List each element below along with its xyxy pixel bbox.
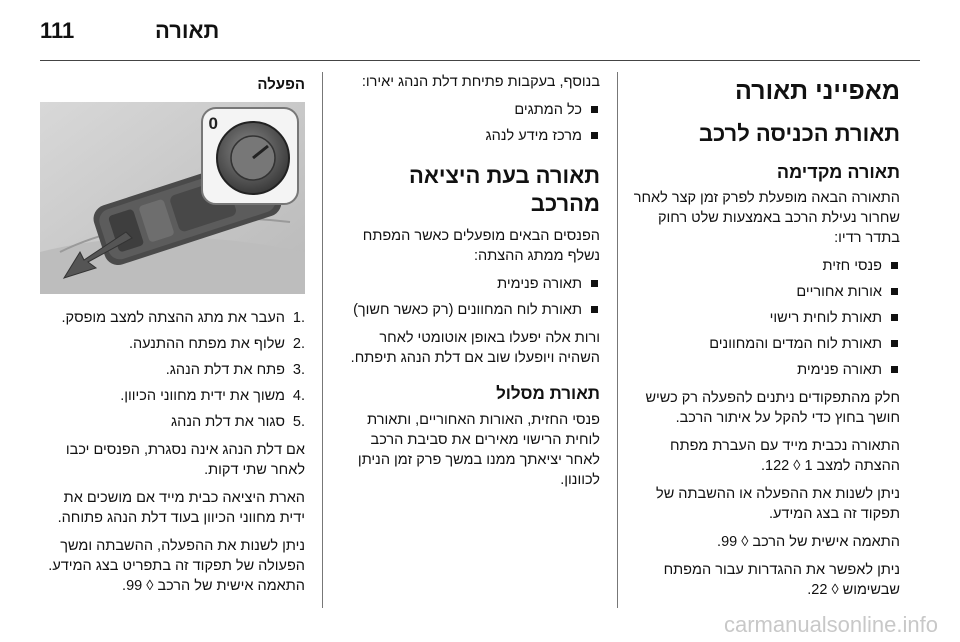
list-item: .1 העבר את מתג ההצתה למצב מופסק. [61, 310, 305, 326]
list-item: תאורת לוח המחוונים (רק כאשר חשוך) [335, 300, 600, 320]
list-item: פנסי חזית [630, 256, 900, 276]
section-title-entry-lighting: תאורת הכניסה לרכב [698, 121, 900, 146]
list-item: .3 פתח את דלת הנהג. [165, 362, 305, 378]
list-item: מרכז מידע לנהג [335, 126, 600, 146]
middle-column [335, 72, 600, 498]
paragraph: פנסי החזית, האורות האחוריים, ותאורת לוחית הרישוי מאירים את סביבת הרכב לאחר יציאתך ממנו במשך פרק זמן הניתן לכוונון. [357, 412, 600, 488]
bullet-icon [891, 288, 898, 295]
watermark: carmanualsonline.info [723, 612, 938, 637]
cross-reference: התאמה אישית של הרכב ◊ 99. [717, 534, 900, 550]
left-column [40, 72, 305, 604]
paragraph: הארת היציאה כבית מייד אם מושכים את ידית מחווני הכיוון בעוד דלת הנהג פתוחה. [57, 490, 305, 526]
operation-heading: הפעלה [257, 76, 305, 93]
bullet-icon [591, 106, 598, 113]
bullet-icon [891, 340, 898, 347]
paragraph: ניתן לשנות את ההפעלה או ההשבתה של תפקוד זה בצג המידע. [656, 486, 900, 522]
list-item: .4 משוך את ידית מחווני הכיוון. [120, 388, 305, 404]
list-item: תאורה פנימית [335, 274, 600, 294]
paragraph: ניתן לשנות את ההפעלה, ההשבתה ומשך הפעולה של תפקוד זה בתפריט בצג המידע. התאמה אישית של הרכב ◊ 99. [48, 538, 305, 594]
bullet-icon [891, 314, 898, 321]
paragraph: חלק מהתפקודים ניתנים להפעלה רק כשיש חושך בחוץ כדי להקל על איתור הרכב. [645, 390, 900, 426]
paragraph: ורות אלה יפעלו באופן אוטומטי לאחר השהיה ויופעלו שוב אם דלת הנהג תיפתח. [350, 330, 600, 366]
bullet-icon [591, 280, 598, 287]
turn-signal-lever-figure [40, 102, 305, 294]
list-item: תאורת לוח המדים והמחוונים [630, 334, 900, 354]
right-column [630, 72, 900, 608]
chapter-title: מאפייני תאורה [735, 77, 900, 105]
paragraph: התאורה נכבית מייד עם העברת מפתח ההצתה למצב 1 ◊ 122. [670, 438, 900, 474]
page-number: 111 [40, 18, 75, 43]
subsection-title-path-lighting: תאורת מסלול [496, 384, 600, 403]
section-title-exit-lighting: תאורה בעת היציאה מהרכב [409, 163, 600, 216]
welcome-intro: התאורה הבאה מופעלת לפרק זמן קצר לאחר שחרור נעילת הרכב באמצעות שלט רחוק בתדר רדיו: [633, 190, 900, 246]
lever-illustration [40, 102, 305, 294]
bullet-icon [891, 262, 898, 269]
page-header [40, 18, 920, 50]
paragraph: ניתן לאפשר את ההגדרות עבור המפתח שבשימוש ◊ 22. [663, 562, 900, 598]
dial-marking: 0 [208, 114, 218, 133]
driver-door-list [335, 100, 600, 146]
welcome-lights-list [630, 256, 900, 380]
operation-steps [40, 308, 305, 432]
column-divider-left [322, 72, 323, 608]
list-item: .2 שלוף את מפתח ההתנעה. [128, 336, 305, 352]
bullet-icon [591, 306, 598, 313]
running-title: תאורה [155, 18, 220, 43]
header-rule [40, 60, 920, 61]
list-item: תאורת לוחית רישוי [630, 308, 900, 328]
bullet-icon [891, 366, 898, 373]
exit-lights-list [335, 274, 600, 320]
paragraph: בנוסף, בעקבות פתיחת דלת הנהג יאירו: [361, 74, 600, 90]
list-item: .5 סגור את דלת הנהג [171, 414, 305, 430]
list-item: תאורה פנימית [630, 360, 900, 380]
paragraph: אם דלת הנהג אינה נסגרת, הפנסים יכבו לאחר שתי דקות. [65, 442, 305, 478]
subsection-title-welcome-lighting: תאורה מקדימה [776, 162, 900, 182]
paragraph: הפנסים הבאים מופעלים כאשר המפתח נשלף ממתג ההצתה: [362, 228, 600, 264]
column-divider-right [617, 72, 618, 608]
list-item: אורות אחוריים [630, 282, 900, 302]
list-item: כל המתגים [335, 100, 600, 120]
bullet-icon [591, 132, 598, 139]
